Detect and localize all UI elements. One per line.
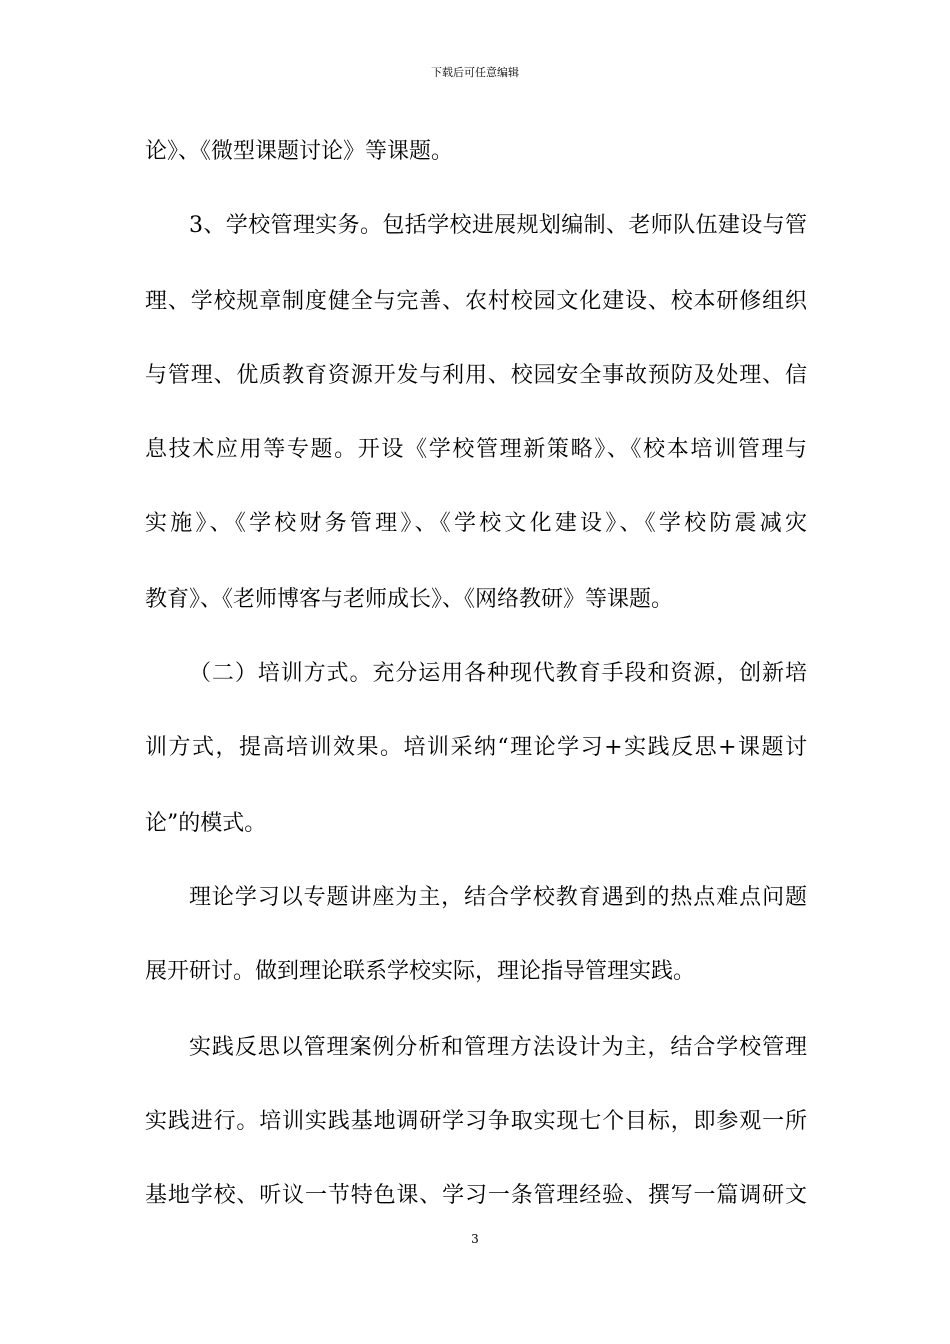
paragraph-line: 教育》、《老师博客与老师成长》、《网络教研》等课题。 xyxy=(145,587,674,612)
paragraph-line: 与管理、优质教育资源开发与利用、校园安全事故预防及处理、信 xyxy=(145,363,807,388)
paragraph-line: 实施》、《学校财务管理》、《学校文化建设》、《学校防震减灾 xyxy=(145,511,807,536)
paragraph-line: 基地学校、听议一节特色课、学习一条管理经验、撰写一篇调研文 xyxy=(145,1183,807,1208)
paragraph-line: （二）培训方式。充分运用各种现代教育手段和资源，创新培 xyxy=(189,661,807,686)
paragraph-line: 实践进行。培训实践基地调研学习争取实现七个目标，即参观一所 xyxy=(145,1109,807,1134)
paragraph-line: 论》、《微型课题讨论》等课题。 xyxy=(145,139,454,164)
paragraph-line: 训方式，提高培训效果。培训采纳“理论学习+实践反思+课题讨 xyxy=(145,735,807,760)
page-number: 3 xyxy=(471,1232,479,1246)
paragraph-line: 3、学校管理实务。包括学校进展规划编制、老师队伍建设与管 xyxy=(189,213,807,238)
paragraph-line: 论”的模式。 xyxy=(145,811,267,836)
paragraph-line: 展开研讨。做到理论联系学校实际，理论指导管理实践。 xyxy=(145,959,696,984)
paragraph-line: 实践反思以管理案例分析和管理方法设计为主，结合学校管理 xyxy=(189,1035,807,1060)
page-header: 下载后可任意编辑 xyxy=(431,66,519,79)
paragraph-line: 息技术应用等专题。开设《学校管理新策略》、《校本培训管理与 xyxy=(145,437,807,462)
paragraph-line: 理、学校规章制度健全与完善、农村校园文化建设、校本研修组织 xyxy=(145,289,807,314)
paragraph-line: 理论学习以专题讲座为主，结合学校教育遇到的热点难点问题 xyxy=(189,885,807,910)
